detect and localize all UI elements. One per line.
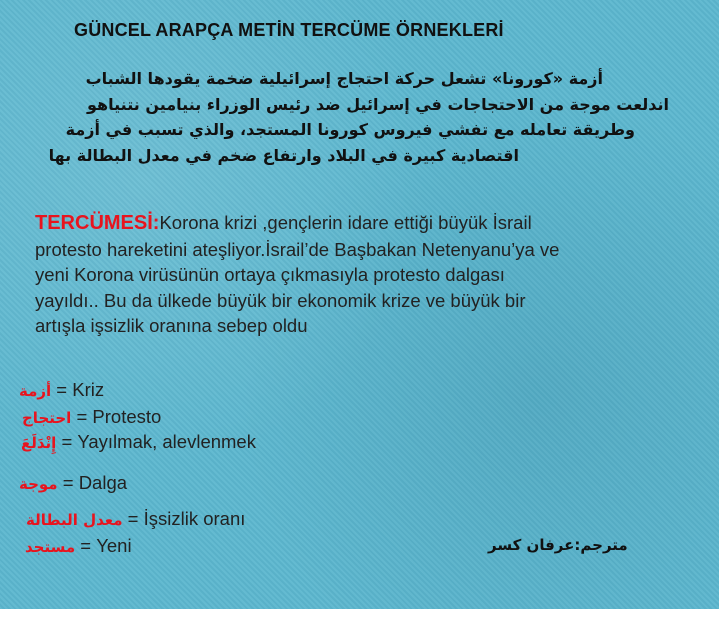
page-title: GÜNCEL ARAPÇA METİN TERCÜME ÖRNEKLERİ [74,20,504,40]
vocab-arabic: مستجد [25,538,76,556]
vocab-arabic: أزمة [19,382,52,400]
vocab-arabic: موجة [19,475,58,493]
translation-line-2: protesto hareketini ateşliyor.İsrail’de Başbakan Netenyanu’ya ve [35,238,560,260]
vocab-arabic: إِنْدَلَعَ [21,434,57,452]
vocab-item [21,431,256,453]
translator-credit: مترجم:عرفان كسر [488,536,628,554]
vocab-item [19,379,104,401]
translation-line-3: yeni Korona virüsünün ortaya çıkmasıyla protesto dalgası [35,264,505,285]
vocab-item [22,406,161,428]
vocab-arabic: احتجاج [22,409,72,427]
arabic-line-3: وطريقة تعامله مع تفشي فيروس كورونا المستجد، والذي تسبب في أزمة [65,120,635,139]
vocab-item [26,508,245,530]
translation-line-1 [35,210,705,237]
vocab-turkish: = İşsizlik oranı [122,508,246,529]
translation-label: TERCÜMESİ: [35,212,160,234]
translation-line-5: artışla işsizlik oranına sebep oldu [35,315,308,336]
arabic-line-2: اندلعت موجة من الاحتجاجات في إسرائيل ضد رئيس الوزراء بنيامين نتنياهو [87,94,669,114]
vocab-turkish: = Yayılmak, alevlenmek [56,431,256,452]
vocab-turkish: = Kriz [51,379,105,400]
vocab-turkish: = Protesto [71,406,162,427]
translation-line-4: yayıldı.. Bu da ülkede büyük bir ekonomik krize ve büyük bir [35,289,526,311]
arabic-line-4: اقتصادية كبيرة في البلاد وارتفاع ضخم في معدل البطالة بها [48,145,519,165]
arabic-source-text [39,66,669,168]
translation-text-1: Korona krizi ,gençlerin idare ettiği büyük İsrail [159,212,532,233]
turkish-translation [35,210,705,339]
arabic-line-1: أزمة «كورونا» تشعل حركة احتجاج إسرائيلية ضخمة يقودها الشباب [85,69,603,88]
vocab-turkish: = Yeni [75,535,132,556]
vocab-arabic: معدل البطالة [26,511,123,529]
vocab-turkish: = Dalga [57,472,128,493]
vocab-item [25,535,132,557]
vocab-item [19,472,127,494]
